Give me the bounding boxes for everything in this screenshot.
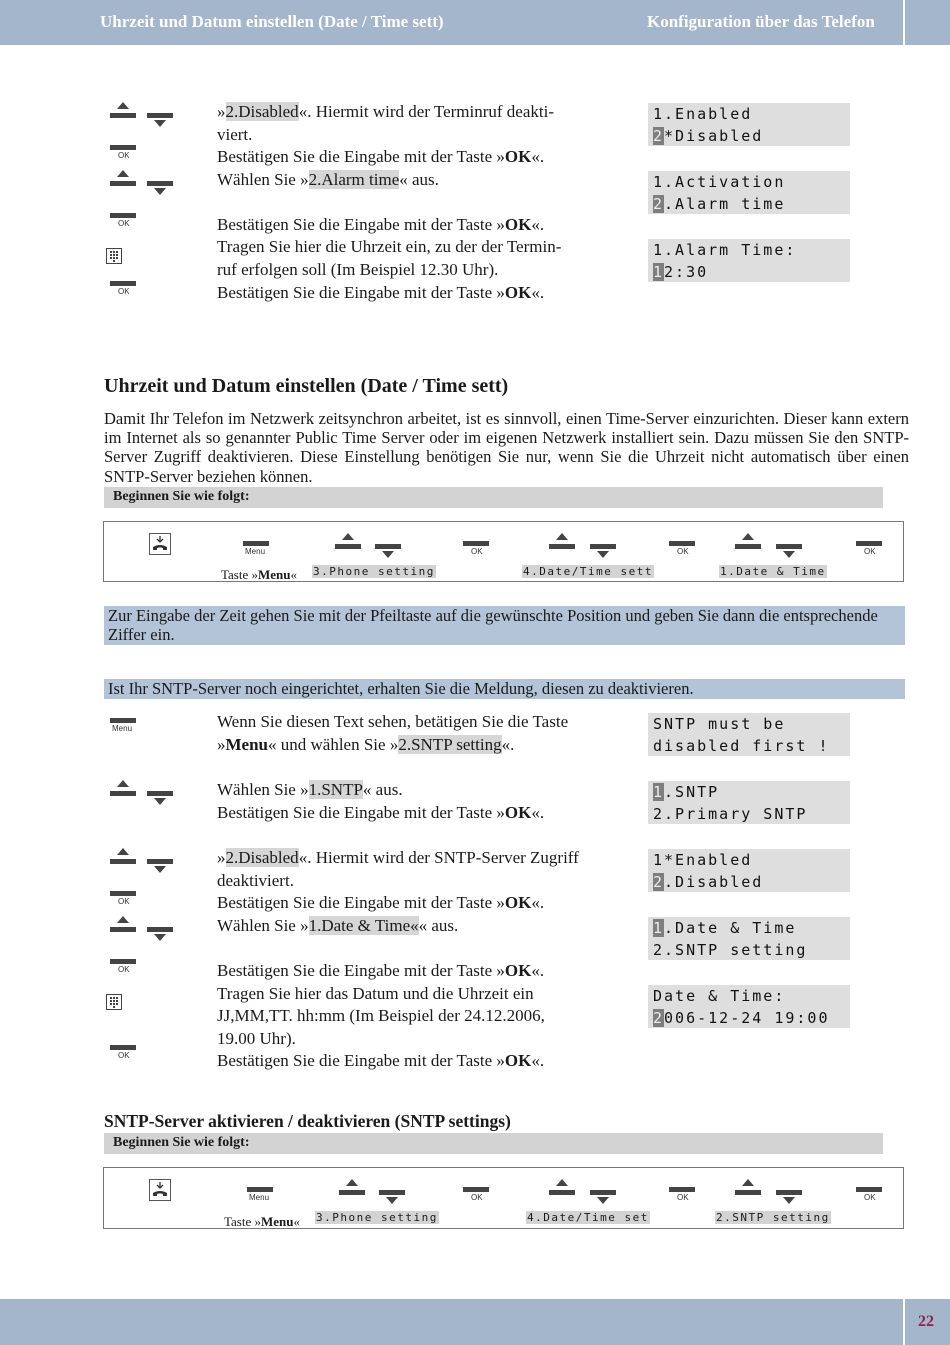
display-line xyxy=(653,941,807,959)
line-text: » xyxy=(217,102,226,121)
menu-option-highlight: 2.Alarm time xyxy=(308,170,400,189)
instruction-line xyxy=(217,1005,545,1028)
line-text: Bestätigen Sie die Eingabe mit der Taste » xyxy=(217,1051,505,1070)
key-name: Menu xyxy=(225,735,268,754)
line-text: Bestätigen Sie die Eingabe mit der Taste » xyxy=(217,893,505,912)
instruction-line xyxy=(217,214,544,237)
display-line xyxy=(653,263,708,281)
instruction-line xyxy=(217,1028,296,1051)
keypad-icon xyxy=(106,248,122,269)
line-text: «. xyxy=(531,803,545,822)
phone-display xyxy=(648,239,850,282)
display-line xyxy=(653,195,785,213)
line-text: JJ,MM,TT. hh:mm (Im Beispiel der 24.12.2006, xyxy=(217,1006,545,1025)
flow-step-label: 4.Date/Time sett xyxy=(523,565,653,578)
footer-divider xyxy=(903,1299,905,1345)
instruction-line xyxy=(217,960,544,983)
instruction-line xyxy=(217,124,252,147)
line-text: Bestätigen Sie die Eingabe mit der Taste » xyxy=(217,215,505,234)
begin-label: Beginnen Sie wie folgt: xyxy=(113,1135,250,1150)
display-line xyxy=(653,241,796,259)
instruction-line xyxy=(217,734,514,757)
line-text: Tragen Sie hier das Datum und die Uhrzeit ein xyxy=(217,984,534,1003)
phone-display xyxy=(648,713,850,756)
phone-handset-icon xyxy=(149,533,171,560)
flow-step-label: 2.SNTP setting xyxy=(716,1211,830,1224)
display-line xyxy=(653,805,807,823)
section-paragraph: Damit Ihr Telefon im Netzwerk zeitsynchron arbeitet, ist es sinnvoll, einen Time-Server einzurichten. Dieser kann extern im Internet als so genannter Public Time Server oder im eigenen Netzwerk installiert sein. Dazu müssen Sie den SNTP-Server Zugriff deaktivieren. Diese Einstellung benötigen Sie nur, wenn Sie die Uhrzeit nicht automatisch über einen SNTP-Server beziehen können. xyxy=(104,409,909,486)
instruction-line xyxy=(217,779,403,802)
line-text: «. xyxy=(531,961,545,980)
display-line xyxy=(653,105,752,123)
display-text: .Date & Time xyxy=(664,919,797,937)
begin-bar xyxy=(104,487,883,508)
header-left-title: Uhrzeit und Datum einstellen (Date / Time sett) xyxy=(100,12,444,31)
display-cursor: 1 xyxy=(653,263,665,281)
display-line xyxy=(653,987,785,1005)
line-text: «. xyxy=(501,735,515,754)
line-text: Tragen Sie hier die Uhrzeit ein, zu der der Termin- xyxy=(217,237,562,256)
line-text: Bestätigen Sie die Eingabe mit der Taste » xyxy=(217,803,505,822)
instruction-line xyxy=(217,915,458,938)
display-cursor: 2 xyxy=(653,195,665,213)
flow-step-label: 3.Phone setting xyxy=(313,565,435,578)
display-line xyxy=(653,1009,830,1027)
header-right-title: Konfiguration über das Telefon xyxy=(647,12,875,31)
line-text: «. xyxy=(531,147,545,166)
phone-display xyxy=(648,917,850,960)
line-text: Bestätigen Sie die Eingabe mit der Taste » xyxy=(217,283,505,302)
instruction-line xyxy=(217,870,294,893)
instruction-line xyxy=(217,1050,544,1073)
key-name: OK xyxy=(504,215,532,234)
display-text: 1.Enabled xyxy=(653,105,753,123)
menu-option-highlight: 1.SNTP xyxy=(308,780,363,799)
header-divider xyxy=(903,0,905,45)
line-text: Wählen Sie » xyxy=(217,170,309,189)
section-title-sntp: SNTP-Server aktivieren / deaktivieren (SNTP settings) xyxy=(104,1111,511,1131)
display-line xyxy=(653,783,719,801)
line-text: ruf erfolgen soll (Im Beispiel 12.30 Uhr). xyxy=(217,260,499,279)
note-text: Ist Ihr SNTP-Server noch eingerichtet, erhalten Sie die Meldung, diesen zu deaktivieren. xyxy=(108,679,694,698)
display-text: .SNTP xyxy=(664,783,720,801)
menu-option-highlight: 2.Disabled xyxy=(225,102,299,121)
line-text: «. xyxy=(531,215,545,234)
display-text: 1.Alarm Time: xyxy=(653,241,797,259)
line-text: « aus. xyxy=(362,780,403,799)
flow-step-label: 1.Date & Time xyxy=(720,565,826,578)
instruction-line xyxy=(217,101,554,124)
instruction-line xyxy=(217,847,579,870)
line-text: «. xyxy=(531,1051,545,1070)
line-text: Bestätigen Sie die Eingabe mit der Taste » xyxy=(217,147,505,166)
page-number: 22 xyxy=(918,1313,934,1330)
display-text: 2.SNTP setting xyxy=(653,941,808,959)
line-text: Bestätigen Sie die Eingabe mit der Taste » xyxy=(217,961,505,980)
instruction-line xyxy=(217,802,544,825)
display-line xyxy=(653,873,763,891)
display-line xyxy=(653,127,763,145)
instruction-line xyxy=(217,983,534,1006)
key-name: OK xyxy=(504,147,532,166)
phone-display xyxy=(648,849,850,892)
phone-display xyxy=(648,781,850,824)
keypad-icon xyxy=(106,994,122,1015)
line-text: » xyxy=(217,848,226,867)
display-cursor: 2 xyxy=(653,1009,665,1027)
key-name: OK xyxy=(504,893,532,912)
line-text: 19.00 Uhr). xyxy=(217,1029,296,1048)
phone-display xyxy=(648,985,850,1028)
line-text: Wählen Sie » xyxy=(217,780,309,799)
display-line xyxy=(653,851,752,869)
line-text: Wählen Sie » xyxy=(217,916,309,935)
note-box xyxy=(104,606,905,645)
flow-step-label: 4.Date/Time set xyxy=(527,1211,649,1224)
key-sequence-flow: Menu OK OK OK Taste »Menu« 3.Phone setting 4.Date/Time set 2.SNTP setting xyxy=(103,1167,904,1229)
line-text: « aus. xyxy=(418,916,459,935)
phone-handset-icon xyxy=(149,1179,171,1206)
line-text: » xyxy=(217,735,226,754)
display-text: Date & Time: xyxy=(653,987,786,1005)
display-line xyxy=(653,737,830,755)
display-text: 2:30 xyxy=(664,263,709,281)
instruction-line xyxy=(217,892,544,915)
section-title-date-time: Uhrzeit und Datum einstellen (Date / Time sett) xyxy=(104,375,509,397)
key-name: OK xyxy=(504,283,532,302)
display-line xyxy=(653,715,785,733)
key-name: OK xyxy=(504,1051,532,1070)
display-line xyxy=(653,173,785,191)
line-text: «. xyxy=(531,283,545,302)
menu-option-highlight: 2.Disabled xyxy=(225,848,299,867)
display-text: disabled first ! xyxy=(653,737,830,755)
key-name: OK xyxy=(504,961,532,980)
instruction-line xyxy=(217,236,561,259)
line-text: «. xyxy=(531,893,545,912)
display-text: 2.Primary SNTP xyxy=(653,805,808,823)
instruction-line xyxy=(217,282,544,305)
line-text: viert. xyxy=(217,125,253,144)
instruction-line xyxy=(217,146,544,169)
menu-option-highlight: 1.Date & Time« xyxy=(308,916,419,935)
phone-display xyxy=(648,171,850,214)
phone-display xyxy=(648,103,850,146)
key-sequence-flow: Menu OK OK OK Taste »Menu« 3.Phone setting 4.Date/Time sett 1.Date & Time xyxy=(103,521,904,582)
line-text: « aus. xyxy=(399,170,439,189)
instruction-line xyxy=(217,169,439,192)
page-footer xyxy=(0,1299,950,1345)
key-name: OK xyxy=(504,803,532,822)
display-text: 006-12-24 19:00 xyxy=(664,1009,830,1027)
display-text: 1.Activation xyxy=(653,173,786,191)
display-cursor: 2 xyxy=(653,127,665,145)
instruction-line xyxy=(217,711,568,734)
display-text: .Alarm time xyxy=(664,195,786,213)
display-cursor: 1 xyxy=(653,919,665,937)
line-text: « und wählen Sie » xyxy=(268,735,399,754)
line-text: deaktiviert. xyxy=(217,871,294,890)
line-text: «. Hiermit wird der Terminruf deakti- xyxy=(298,102,554,121)
display-text: .Disabled xyxy=(664,873,764,891)
begin-bar xyxy=(104,1133,883,1154)
display-text: 1*Enabled xyxy=(653,851,753,869)
display-line xyxy=(653,919,796,937)
display-text: *Disabled xyxy=(664,127,764,145)
taste-menu-label: Taste »Menu« xyxy=(224,1214,300,1229)
display-text: SNTP must be xyxy=(653,715,786,733)
taste-menu-label: Taste »Menu« xyxy=(221,567,297,582)
menu-option-highlight: 2.SNTP setting xyxy=(398,735,502,754)
begin-label: Beginnen Sie wie folgt: xyxy=(113,489,250,504)
flow-step-label: 3.Phone setting xyxy=(316,1211,438,1224)
line-text: Wenn Sie diesen Text sehen, betätigen Sie die Taste xyxy=(217,712,569,731)
display-cursor: 1 xyxy=(653,783,665,801)
display-cursor: 2 xyxy=(653,873,665,891)
note-text: Zur Eingabe der Zeit gehen Sie mit der Pfeiltaste auf die gewünschte Position und geben Sie dann die entsprechende Ziffer ein. xyxy=(108,606,878,644)
instruction-line xyxy=(217,259,498,282)
line-text: «. Hiermit wird der SNTP-Server Zugriff xyxy=(298,848,579,867)
note-box xyxy=(104,679,905,699)
